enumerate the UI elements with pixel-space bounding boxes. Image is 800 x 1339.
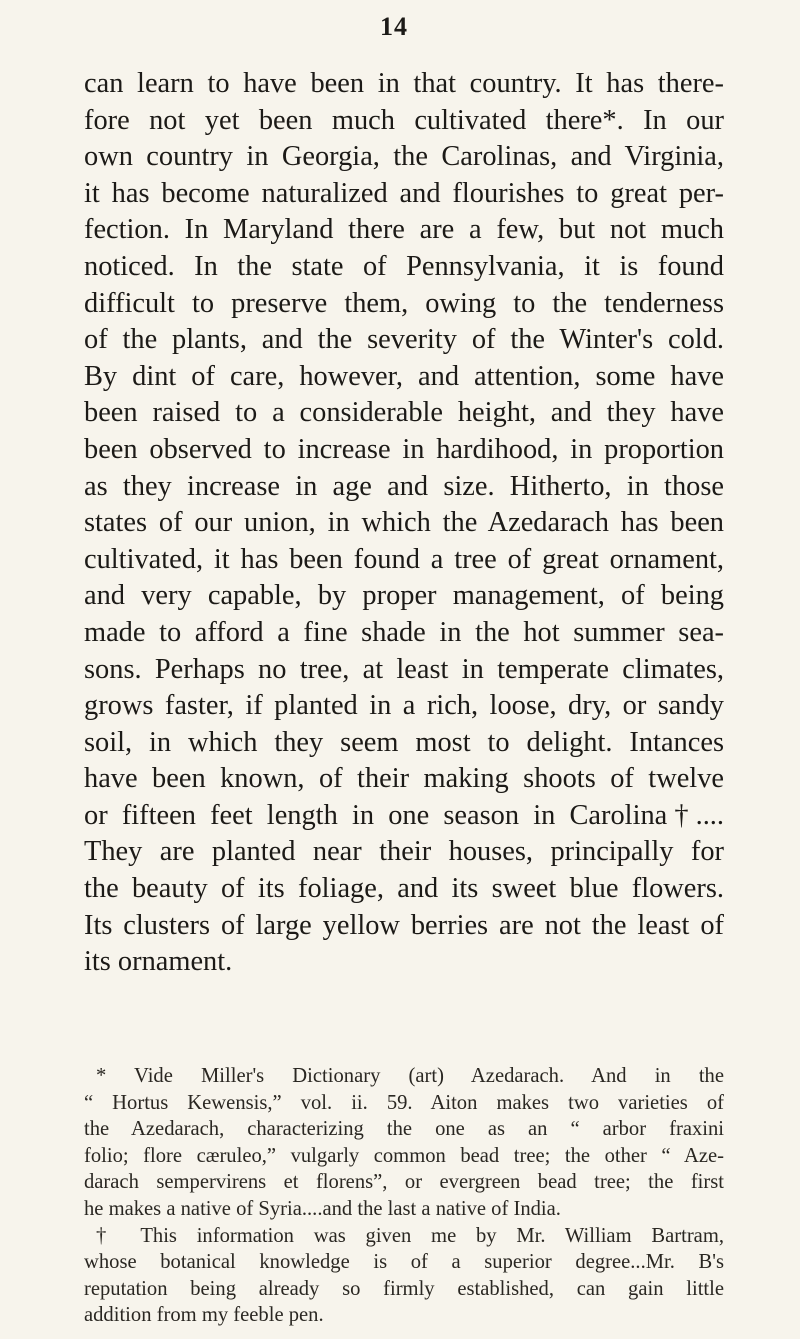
body-line: difficult to preserve them, owing to the tenderness — [84, 287, 724, 319]
footnote-line: † This information was given me by Mr. William Bartram, — [96, 1224, 724, 1247]
body-line: been observed to increase in hardihood, in proportion — [84, 433, 724, 465]
body-line: as they increase in age and size. Hitherto, in those — [84, 470, 724, 502]
body-line: sons. Perhaps no tree, at least in temperate climates, — [84, 653, 724, 685]
page-number: 14 — [380, 12, 408, 41]
body-line: have been known, of their making shoots of twelve — [84, 763, 724, 795]
body-line: By dint of care, however, and attention, some have — [84, 360, 724, 392]
body-line: it has become naturalized and flourishes to great per- — [84, 177, 724, 209]
footnote-line: reputation being already so firmly established, can gain little — [84, 1277, 724, 1300]
body-line: Its clusters of large yellow berries are not the least of — [84, 909, 724, 941]
body-line: own country in Georgia, the Carolinas, and Virginia, — [84, 141, 724, 173]
body-line: states of our union, in which the Azedarach has been — [84, 507, 724, 539]
body-line: soil, in which they seem most to delight. Intances — [84, 726, 724, 758]
body-line: They are planted near their houses, principally for — [84, 836, 724, 868]
footnote-line: the Azedarach, characterizing the one as an “ arbor fraxini — [84, 1118, 724, 1141]
body-line: noticed. In the state of Pennsylvania, it is found — [84, 250, 724, 282]
body-line: of the plants, and the severity of the Winter's cold. — [84, 324, 724, 356]
body-text — [84, 66, 724, 981]
body-line: or fifteen feet length in one season in Carolina†.... — [84, 799, 724, 831]
footnotes — [84, 1063, 724, 1329]
body-line: and very capable, by proper management, of being — [84, 580, 724, 612]
footnote-line: folio; flore cæruleo,” vulgarly common bead tree; the other “ Aze- — [84, 1144, 724, 1167]
body-line: can learn to have been in that country. It has there- — [84, 68, 724, 99]
footnote-line: he makes a native of Syria....and the last a native of India. — [84, 1197, 561, 1220]
body-line: been raised to a considerable height, and they have — [84, 397, 724, 429]
body-line: the beauty of its foliage, and its sweet blue flowers. — [84, 873, 724, 905]
body-line: fection. In Maryland there are a few, but not much — [84, 214, 724, 246]
footnote-line: “ Hortus Kewensis,” vol. ii. 59. Aiton makes two varieties of — [84, 1091, 724, 1114]
footnote-line: * Vide Miller's Dictionary (art) Azedarach. And in the — [96, 1065, 724, 1087]
body-line: made to afford a fine shade in the hot summer sea- — [84, 616, 724, 648]
body-line: grows faster, if planted in a rich, loose, dry, or sandy — [84, 690, 724, 722]
footnote-line: darach sempervirens et florens”, or evergreen bead tree; the first — [84, 1171, 724, 1194]
footnote-line: addition from my feeble pen. — [84, 1304, 324, 1327]
body-line: fore not yet been much cultivated there*. In our — [84, 104, 724, 136]
body-line: cultivated, it has been found a tree of great ornament, — [84, 543, 724, 575]
body-line: its ornament. — [84, 946, 233, 978]
footnote-line: whose botanical knowledge is of a superior degree...Mr. B's — [84, 1251, 724, 1274]
